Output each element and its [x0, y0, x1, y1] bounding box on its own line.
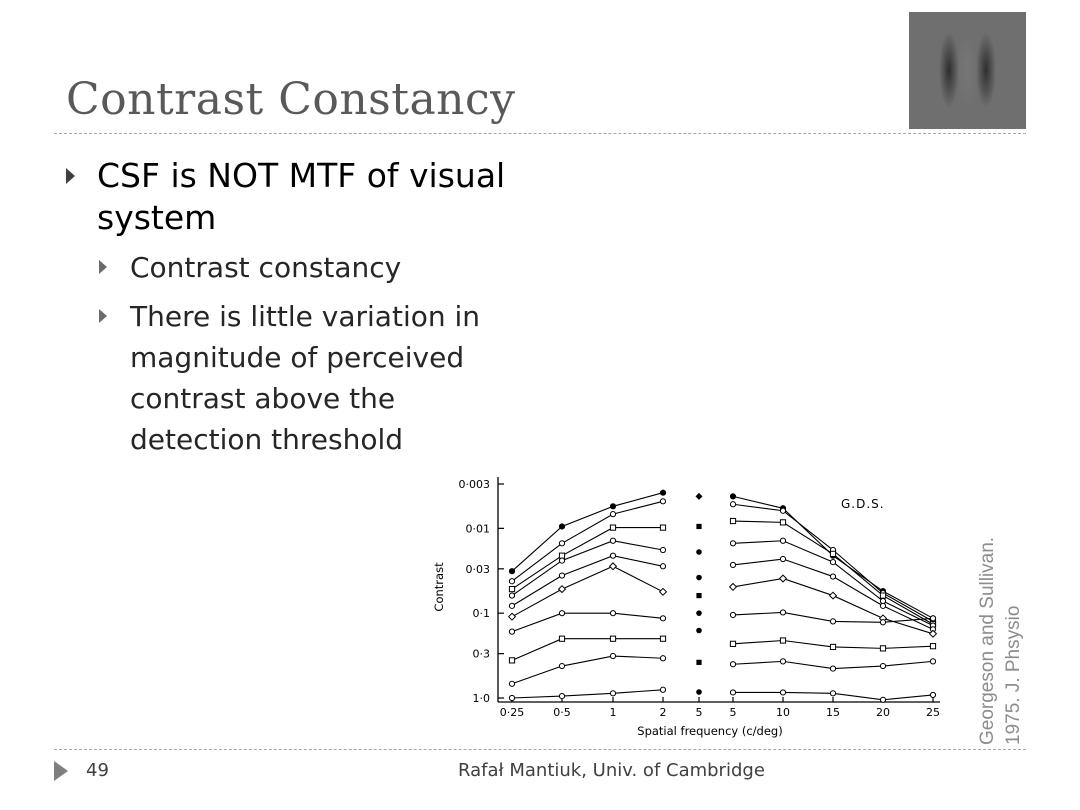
series-line	[512, 690, 663, 698]
data-point	[660, 547, 665, 552]
data-point	[730, 690, 735, 695]
sub-bullet-text: There is little variation in magnitude of perceived contrast above the detection threshold	[130, 300, 481, 456]
data-point	[930, 630, 937, 637]
standard-point	[696, 689, 702, 695]
x-tick-label: 1	[609, 706, 617, 719]
data-point	[880, 663, 885, 668]
y-tick-label: 0·3	[472, 647, 490, 661]
data-point	[780, 610, 785, 615]
data-point	[880, 593, 885, 598]
standard-point	[696, 628, 702, 634]
data-point	[780, 538, 785, 543]
standard-point	[696, 660, 701, 665]
x-tick-label: 25	[926, 706, 940, 719]
data-point	[559, 586, 566, 593]
sub-bullet-arrow-icon	[99, 260, 107, 274]
series-line	[733, 578, 933, 633]
data-point	[930, 616, 935, 621]
sub-bullet-item	[66, 247, 506, 288]
data-point	[780, 508, 785, 513]
bullet-item	[66, 155, 506, 239]
series-line	[512, 613, 663, 631]
x-tick-label: 0·5	[553, 706, 571, 719]
attribution-line: 1975. J. Phsysio	[1003, 605, 1024, 745]
standard-point	[696, 575, 702, 581]
data-point	[780, 690, 785, 695]
data-point	[830, 560, 835, 565]
data-point	[660, 588, 667, 595]
y-tick-label: 0·01	[465, 522, 490, 536]
data-point	[660, 636, 665, 641]
data-point	[509, 586, 514, 591]
contrast-chart	[420, 465, 945, 745]
data-point	[559, 573, 564, 578]
x-tick-label: 2	[659, 706, 667, 719]
data-point	[660, 490, 665, 495]
data-point	[880, 620, 885, 625]
x-tick-label: 5	[695, 706, 703, 719]
data-point	[930, 659, 935, 664]
data-point	[830, 691, 835, 696]
data-point	[509, 603, 514, 608]
bullet-arrow-icon	[66, 168, 75, 184]
data-point	[930, 644, 935, 649]
series-line	[512, 493, 663, 571]
data-point	[730, 502, 735, 507]
data-point	[610, 563, 617, 570]
slide-title: Contrast Constancy	[66, 74, 516, 125]
source-attribution	[975, 495, 1031, 745]
data-point	[509, 658, 514, 663]
data-point	[830, 666, 835, 671]
standard-point	[696, 493, 703, 500]
data-point	[559, 524, 564, 529]
data-point	[509, 629, 514, 634]
x-tick-label: 0·25	[499, 706, 525, 719]
data-point	[559, 663, 564, 668]
data-point	[660, 656, 665, 661]
data-point	[880, 697, 885, 702]
data-point	[610, 504, 615, 509]
data-point	[559, 636, 564, 641]
data-point	[830, 551, 835, 556]
data-point	[930, 692, 935, 697]
series-line	[512, 656, 663, 684]
data-point	[830, 574, 835, 579]
data-point	[730, 641, 735, 646]
data-point	[730, 494, 735, 499]
page-number: 49	[86, 760, 109, 781]
data-point	[610, 553, 615, 558]
bullet-list	[66, 155, 506, 460]
data-point	[660, 525, 665, 530]
data-point	[660, 564, 665, 569]
data-point	[509, 569, 514, 574]
y-tick-label: 0·003	[458, 478, 490, 491]
data-point	[660, 687, 665, 692]
data-point	[559, 694, 564, 699]
data-point	[509, 593, 514, 598]
data-point	[780, 556, 785, 561]
data-point	[780, 659, 785, 664]
chart-title: G.D.S.	[841, 497, 885, 511]
y-tick-label: 0·03	[465, 562, 490, 576]
data-point	[730, 612, 735, 617]
x-tick-label: 10	[776, 706, 790, 719]
series-line	[512, 541, 663, 596]
data-point	[610, 636, 615, 641]
data-point	[880, 646, 885, 651]
standard-point	[696, 549, 702, 555]
data-point	[830, 644, 835, 649]
sub-bullet-arrow-icon	[99, 309, 107, 323]
data-point	[730, 518, 735, 523]
data-point	[880, 603, 885, 608]
data-point	[610, 653, 615, 658]
data-point	[610, 538, 615, 543]
data-point	[559, 541, 564, 546]
data-point	[509, 695, 514, 700]
data-point	[610, 525, 615, 530]
y-tick-label: 0·1	[472, 607, 490, 621]
data-point	[509, 613, 516, 620]
data-point	[610, 512, 615, 517]
data-point	[730, 583, 737, 590]
data-point	[559, 558, 564, 563]
bullet-text: CSF is NOT MTF of visual system	[97, 156, 506, 237]
data-point	[559, 611, 564, 616]
data-point	[780, 520, 785, 525]
chart-x-label: Spatial frequency (c/deg)	[637, 724, 783, 738]
data-point	[509, 681, 514, 686]
sub-bullet-item	[66, 296, 506, 460]
data-point	[730, 662, 735, 667]
gabor-patch-image	[909, 12, 1026, 129]
standard-point	[696, 610, 702, 616]
chart-y-label: Contrast	[432, 562, 446, 612]
standard-point	[696, 524, 701, 529]
standard-point	[696, 593, 701, 598]
data-point	[780, 638, 785, 643]
data-point	[730, 562, 735, 567]
data-point	[610, 611, 615, 616]
y-tick-label: 1·0	[472, 692, 490, 705]
x-tick-label: 20	[876, 706, 890, 719]
data-point	[830, 592, 837, 599]
data-point	[660, 616, 665, 621]
x-tick-label: 15	[826, 706, 840, 719]
data-point	[610, 691, 615, 696]
data-point	[660, 499, 665, 504]
data-point	[780, 575, 787, 582]
title-divider	[54, 133, 1026, 134]
data-point	[730, 541, 735, 546]
footer-arrow-icon	[54, 761, 68, 781]
sub-bullet-text: Contrast constancy	[130, 251, 402, 284]
x-tick-label: 5	[729, 706, 737, 719]
data-point	[830, 619, 835, 624]
footer-credit: Rafał Mantiuk, Univ. of Cambridge	[458, 760, 765, 781]
footer-divider	[54, 749, 1026, 750]
attribution-line: Georgeson and Sullivan.	[977, 536, 998, 745]
series-line	[733, 521, 933, 624]
data-point	[509, 579, 514, 584]
